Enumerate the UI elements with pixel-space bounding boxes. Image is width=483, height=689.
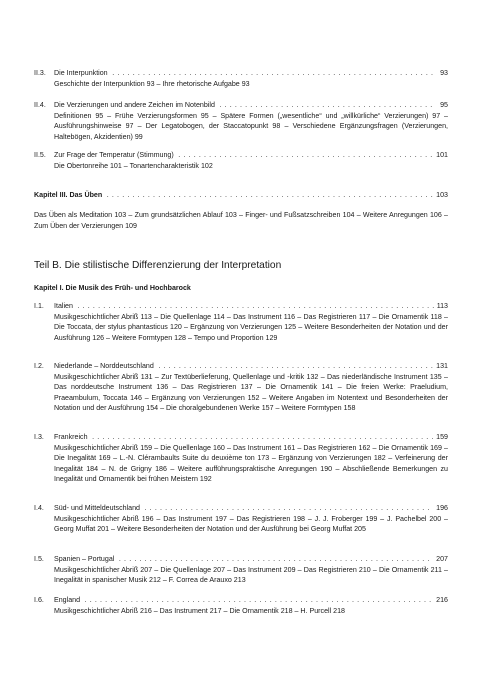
entry-number: I.2.: [34, 362, 44, 370]
toc-entry: [34, 432, 448, 485]
entry-subtopics: Musikgeschichtlicher Abriß 196 – Das Instrument 197 – Das Registrieren 198 – J. J. Froberger 199 – J. Pachelbel 200 – Georg Muffat 201 – Weitere Besonderheiten der Notation und der Ausführung bei Georg Muffat 205: [54, 514, 448, 534]
entry-page: 196: [433, 503, 448, 514]
entry-number: I.6.: [34, 596, 44, 604]
entry-page: 216: [433, 595, 448, 606]
entry-title: Italien: [54, 302, 73, 310]
entry-number: I.3.: [34, 433, 44, 441]
entry-page: 93: [437, 68, 448, 79]
entry-subtopics: Musikgeschichtlicher Abriß 159 – Die Quellenlage 160 – Das Instrument 161 – Das Registrieren 162 – Die Ornamentik 169 – Die Inegalität 169 – L.-N. Clérambaults Suite du deuxième ton 173 – Ergänzung von Verzierungen 182 – Verfeinerung der Inegalität 184 – N. de Grigny 186 – Weitere aufführungspraktische Anregungen 190 – Abschließende Bemerkungen zu Inegalität und Ornamentik bei frühen Meistern 192: [54, 443, 448, 484]
chapter-heading: Kapitel I. Die Musik des Früh- und Hochbarock: [34, 284, 191, 292]
entry-subtopics: Musikgeschichtlicher Abriß 131 – Zur Textüberlieferung, Quellenlage und -kritik 132 – Das niederländische Instrument 135 – Das norddeutsche Instrument 136 – Das Registrieren 137 – Die Ornamentik 141 – Die freien Werke: Praeludium, Praeambulum, Toccata 146 – Ergänzung von Verzierungen 152 – Weitere Angaben im Notentext und Besonderheiten der Notation und der Ausführung 154 – Die choralgebundenen Werke 157 – Weitere Formtypen 158: [54, 372, 448, 413]
toc-entry: [34, 554, 448, 586]
entry-title: Die Interpunktion: [54, 69, 108, 77]
toc-entry: [34, 150, 448, 171]
entry-page: 95: [437, 100, 448, 111]
entry-page: 207: [433, 554, 448, 565]
entry-subtopics: Musikgeschichtlicher Abriß 216 – Das Instrument 217 – Die Ornamentik 218 – H. Purcell 218: [54, 606, 345, 615]
entry-page: 159: [433, 432, 448, 443]
entry-number: I.1.: [34, 302, 44, 310]
entry-number: I.5.: [34, 555, 44, 563]
entry-subtopics: Geschichte der Interpunktion 93 – Ihre rhetorische Aufgabe 93: [54, 79, 250, 88]
entry-subtopics: Musikgeschichtlicher Abriß 207 – Die Quellenlage 207 – Das Instrument 209 – Das Registrieren 210 – Die Ornamentik 211 – Inegalität in spanischer Musik 212 – F. Correa de Arauxo 213: [54, 565, 448, 585]
entry-page: 101: [433, 150, 448, 161]
entry-title: Spanien – Portugal: [54, 555, 115, 563]
entry-page: 131: [433, 361, 448, 372]
toc-entry: [34, 68, 448, 89]
entry-title: England: [54, 596, 81, 604]
chapter-subtopics: Das Üben als Meditation 103 – Zum grundsätzlichen Ablauf 103 – Finger- und Fußsatzschreiben 104 – Weitere Anregungen 106 – Zum Üben der Verzierungen 109: [34, 211, 448, 230]
entry-title: Niederlande – Norddeutschland: [54, 362, 154, 370]
toc-entry: [34, 100, 448, 142]
entry-subtopics: Musikgeschichtlicher Abriß 113 – Die Quellenlage 114 – Das Instrument 116 – Das Registrieren 117 – Die Ornamentik 118 – Die Toccata, der stylus phantasticus 120 – Ergänzung von Verzierungen 125 – Weitere Besonderheiten der Notation und der Ausführung 126 – Weitere Formtypen 128 – Tempo und Proportion 129: [54, 312, 448, 342]
entry-title: Süd- und Mitteldeutschland: [54, 504, 140, 512]
entry-title: Die Verzierungen und andere Zeichen im Notenbild: [54, 101, 215, 109]
toc-entry: [34, 361, 448, 414]
toc-entry: [34, 503, 448, 535]
entry-number: II.3.: [34, 69, 46, 77]
entry-number: II.5.: [34, 151, 46, 159]
entry-number: II.4.: [34, 101, 46, 109]
chapter-page: 103: [433, 190, 448, 201]
part-heading: Teil B. Die stilistische Differenzierung der Interpretation: [34, 260, 282, 271]
chapter-title: Kapitel III. Das Üben: [34, 191, 103, 199]
entry-number: I.4.: [34, 504, 44, 512]
entry-title: Zur Frage der Temperatur (Stimmung): [54, 151, 174, 159]
entry-page: 113: [434, 301, 448, 312]
chapter-heading: [34, 190, 448, 201]
entry-subtopics: Definitionen 95 – Frühe Verzierungsformen 95 – Spätere Formen („wesentliche“ und „willkürliche“ Verzierungen) 97 – Ausführungshinweise 97 – Der Legatobogen, der Staccatopunkt 98 – Verschiedene Ergänzungsfragen (Verzierungen, Haltebögen, Akzidentien) 99: [54, 111, 448, 141]
entry-title: Frankreich: [54, 433, 88, 441]
toc-entry: [34, 595, 448, 616]
toc-entry: [34, 301, 448, 343]
entry-subtopics: Die Obertonreihe 101 – Tonartencharakteristik 102: [54, 161, 213, 170]
